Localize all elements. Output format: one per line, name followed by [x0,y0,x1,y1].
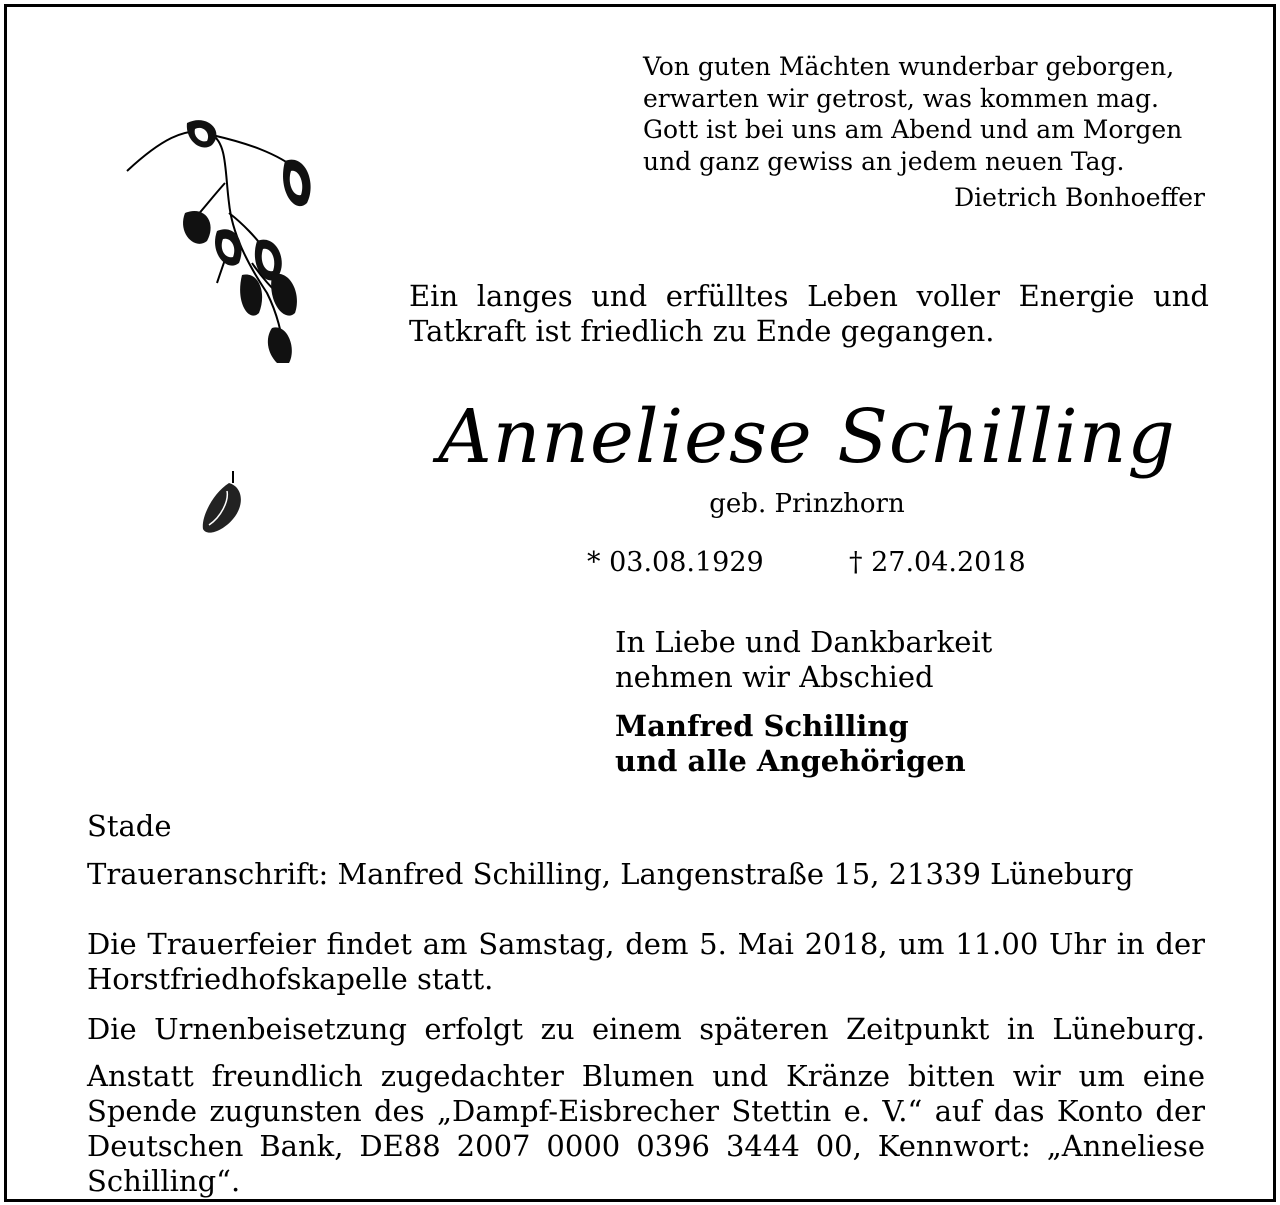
quote-line: Gott ist bei uns am Abend und am Morgen [643,115,1183,144]
mourner-line: und alle Angehörigen [615,744,966,778]
quote-text [643,51,1203,177]
intro-line: Tatkraft ist friedlich zu Ende gegangen. [409,314,995,348]
farewell-line: In Liebe und Dankbarkeit [615,625,993,659]
farewell-text [615,625,992,695]
intro-text [409,279,1209,349]
obituary-notice [4,4,1276,1202]
birth-date: * 03.08.1929 [587,547,764,578]
quote-author: Dietrich Bonhoeffer [954,183,1205,212]
quote-line: und ganz gewiss an jedem neuen Tag. [643,146,1125,176]
deceased-name: Anneliese Schilling [438,394,1176,480]
quote-line: Von guten Mächten wunderbar geborgen, [643,52,1175,81]
maiden-name: geb. Prinzhorn [709,489,905,519]
mourners [615,709,966,779]
falling-leaf-icon [199,469,249,541]
mourning-address: Traueranschrift: Manfred Schilling, Langenstraße 15, 21339 Lüneburg [87,857,1134,891]
urn-burial-info: Die Urnenbeisetzung erfolgt zu einem späteren Zeitpunkt in Lüneburg. [87,1012,1205,1046]
birch-branch-icon [117,113,327,363]
city: Stade [87,809,172,843]
intro-line: Ein langes und erfülltes Leben voller Energie und [409,279,1209,313]
mourner-line: Manfred Schilling [615,709,909,743]
donation-info: Anstatt freundlich zugedachter Blumen und Kränze bitten wir um eine Spende zugunsten des „Dampf-Eisbrecher Stettin e. V.“ auf das Konto der Deutschen Bank, DE88 2007 0000 0396 3444 00, Kennwort: „Anneliese Schilling“. [87,1059,1205,1198]
quote-line: erwarten wir getrost, was kommen mag. [643,83,1159,113]
death-date: † 27.04.2018 [849,547,1026,578]
funeral-service-info: Die Trauerfeier findet am Samstag, dem 5. Mai 2018, um 11.00 Uhr in der Horstfriedhofskapelle statt. [87,927,1205,996]
farewell-line: nehmen wir Abschied [615,660,934,694]
